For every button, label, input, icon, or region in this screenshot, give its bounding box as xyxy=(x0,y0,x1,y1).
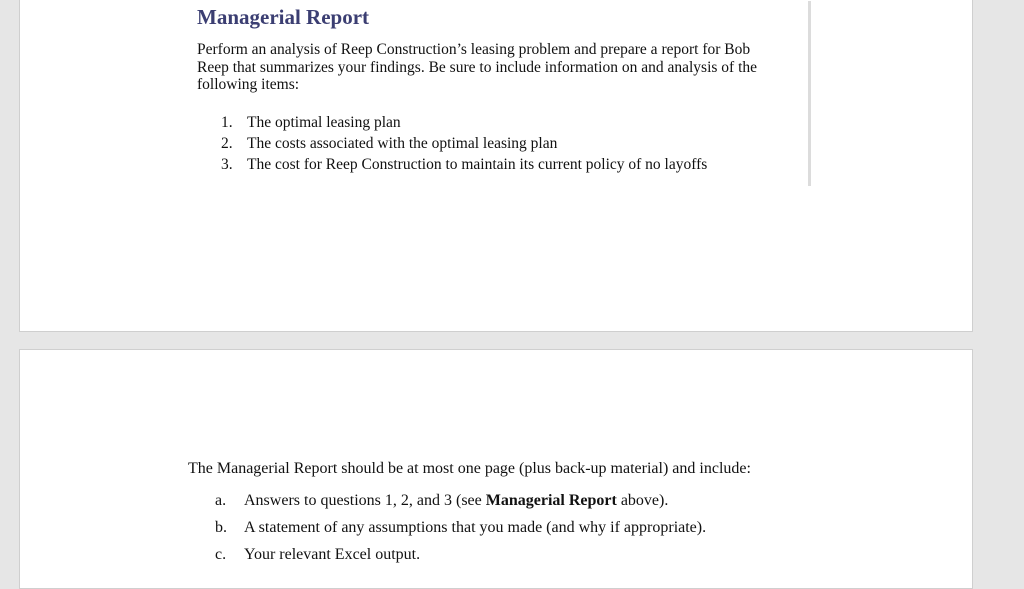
document-page-2 xyxy=(19,349,973,589)
image-edge-divider xyxy=(808,1,811,186)
section-heading: Managerial Report xyxy=(197,5,370,29)
list-item xyxy=(215,487,706,514)
list-item-text: The cost for Reep Construction to maintain its current policy of no layoffs xyxy=(247,156,708,173)
list-item xyxy=(221,112,707,133)
instructions-paragraph xyxy=(197,41,809,94)
paragraph-line: Reep that summarizes your findings. Be sure to include information on and analysis of the xyxy=(197,58,758,76)
list-marker: 2. xyxy=(221,135,233,152)
list-marker: c. xyxy=(215,546,227,563)
list-item xyxy=(221,154,707,175)
list-marker: 3. xyxy=(221,156,233,173)
list-item xyxy=(215,514,706,541)
list-item-text: The optimal leasing plan xyxy=(247,114,401,131)
bold-reference: Managerial Report xyxy=(485,492,617,509)
requirements-intro: The Managerial Report should be at most one page (plus back-up material) and include: xyxy=(188,460,751,477)
paragraph-line: following items: xyxy=(197,76,300,93)
list-marker: a. xyxy=(215,492,227,509)
list-marker: 1. xyxy=(221,114,233,131)
list-item xyxy=(215,541,706,568)
list-item-text: A statement of any assumptions that you made (and why if appropriate). xyxy=(244,519,707,536)
list-item-text: Your relevant Excel output. xyxy=(244,546,421,563)
lettered-list xyxy=(215,487,706,568)
list-item-text: Answers to questions 1, 2, and 3 (see Managerial Report above). xyxy=(244,492,669,509)
document-page-1 xyxy=(19,0,973,332)
paragraph-line: Perform an analysis of Reep Construction’s leasing problem and prepare a report for Bob xyxy=(197,41,751,58)
list-marker: b. xyxy=(215,519,227,536)
list-item-text: The costs associated with the optimal leasing plan xyxy=(247,135,558,152)
list-item xyxy=(221,133,707,154)
numbered-list xyxy=(221,112,707,175)
